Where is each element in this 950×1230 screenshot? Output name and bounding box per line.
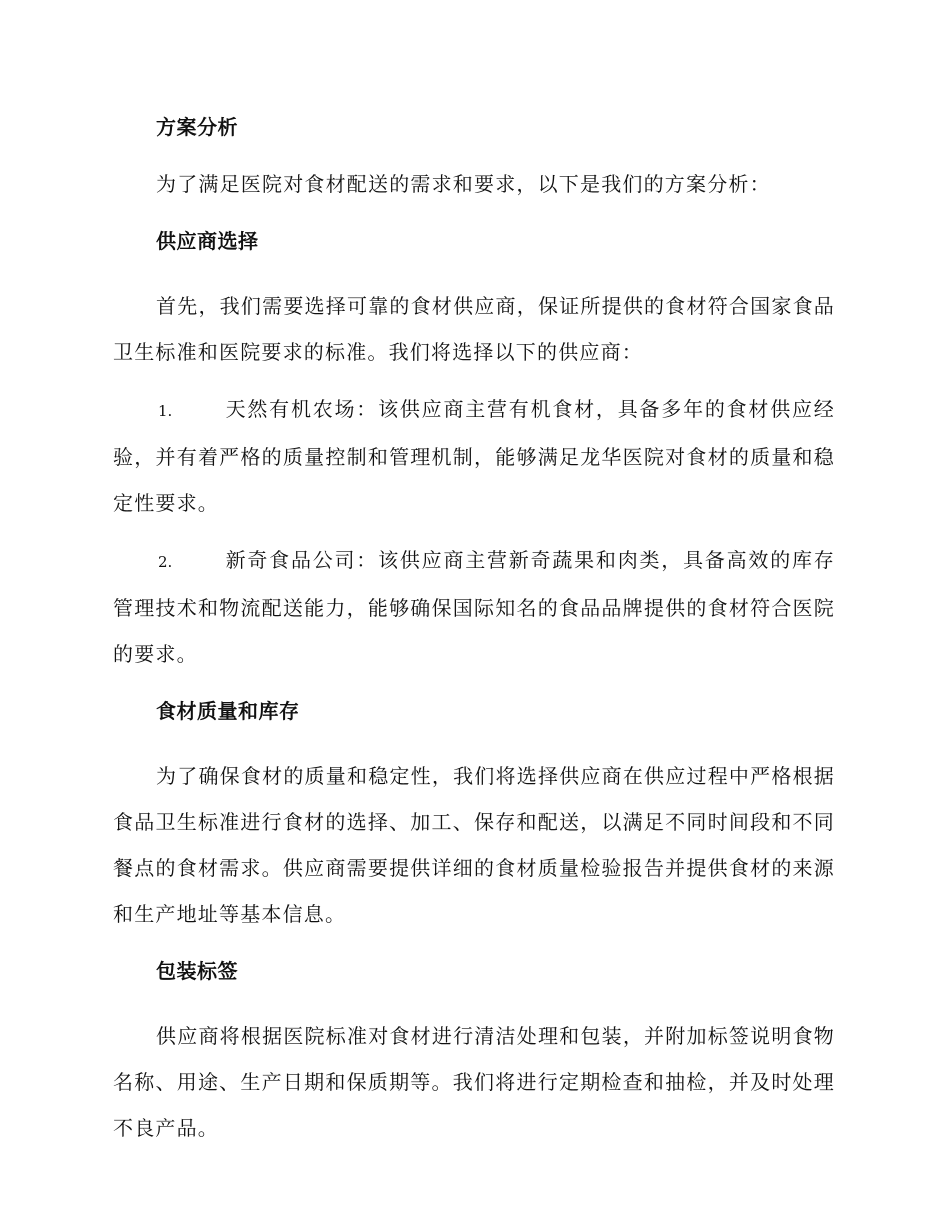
section-heading-quality: 食材质量和库存 (156, 699, 300, 723)
supplier-paragraph: 首先，我们需要选择可靠的食材供应商，保证所提供的食材符合国家食品卫生标准和医院要求的标准。我们将选择以下的供应商： (113, 294, 835, 364)
section-heading-analysis: 方案分析 (156, 115, 238, 139)
supplier-list-item (113, 386, 835, 526)
analysis-intro: 为了满足医院对食材配送的需求和要求，以下是我们的方案分析： (156, 172, 771, 196)
list-number: 2. (158, 553, 173, 571)
quality-paragraph: 为了确保食材的质量和稳定性，我们将选择供应商在供应过程中严格根据食品卫生标准进行食材的选择、加工、保存和配送，以满足不同时间段和不同餐点的食材需求。供应商需要提供详细的食材质量检验报告并提供食材的来源和生产地址等基本信息。 (113, 764, 835, 926)
list-item-text: 天然有机农场：该供应商主营有机食材，具备多年的食材供应经验，并有着严格的质量控制和管理机制，能够满足龙华医院对食材的质量和稳定性要求。 (113, 397, 835, 515)
section-heading-packaging: 包装标签 (156, 959, 238, 983)
supplier-list-item (113, 537, 835, 677)
section-heading-supplier: 供应商选择 (156, 229, 259, 253)
packaging-paragraph: 供应商将根据医院标准对食材进行清洁处理和包装，并附加标签说明食物名称、用途、生产日期和保质期等。我们将进行定期检查和抽检，并及时处理不良产品。 (113, 1024, 835, 1140)
list-number: 1. (158, 402, 173, 420)
list-item-text: 新奇食品公司：该供应商主营新奇蔬果和肉类，具备高效的库存管理技术和物流配送能力，能够确保国际知名的食品品牌提供的食材符合医院的要求。 (113, 548, 835, 666)
document-page (113, 112, 835, 1170)
